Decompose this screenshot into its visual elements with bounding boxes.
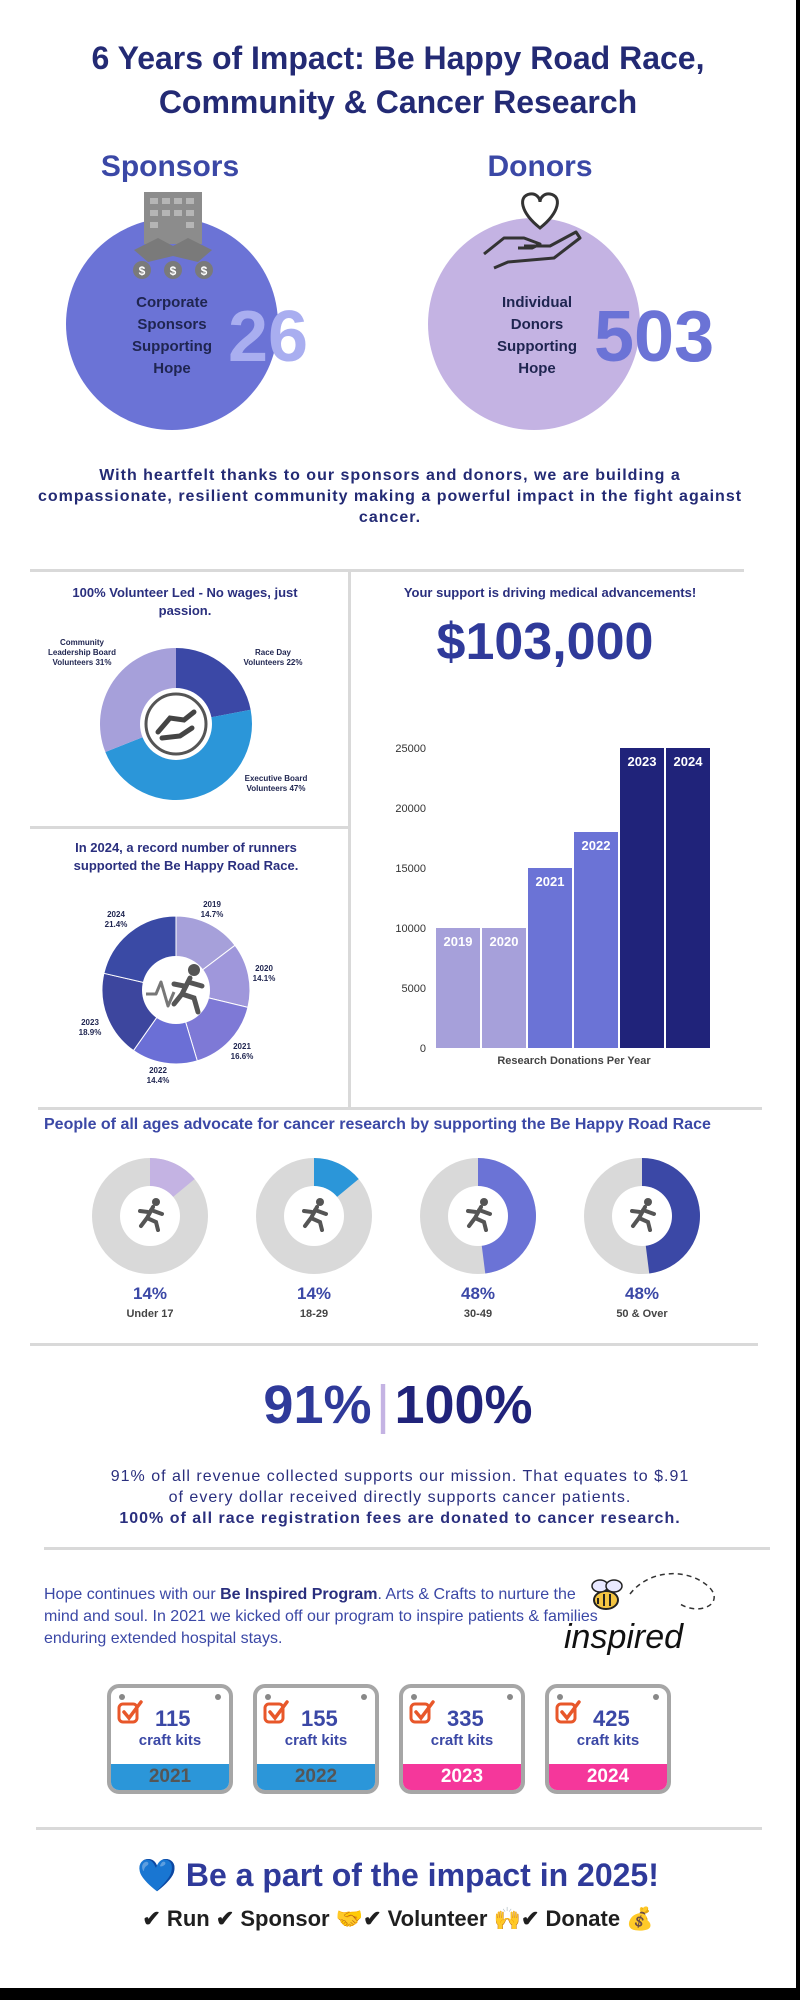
sponsors-text-line: Hope [153,360,191,377]
donors-heading: Donors [487,150,593,183]
donors-count: 503 [594,297,715,377]
runners-title: In 2024, a record number of runners supported the Be Happy Road Race. [73,840,299,873]
divider [30,1343,758,1346]
pin-icon [215,1694,221,1700]
label-line: Race Day [254,648,292,657]
ages-title: People of all ages advocate for cancer research by supporting the Be Happy Road Race [44,1116,711,1133]
label-line: Community [60,638,104,647]
donors-text-line: Supporting [497,338,577,355]
label-line: Executive Board [244,774,308,783]
divider [38,1107,762,1110]
donors-text-line: Individual [501,294,572,311]
age-donut-chart [418,1156,538,1276]
volunteer-donut-chart [96,644,256,804]
blue-heart-icon: 💙 [137,1857,177,1893]
y-tick-label: 15000 [395,863,426,875]
age-percent: 48% [624,1284,660,1303]
age-percent: 14% [132,1284,168,1303]
bar [528,868,572,1048]
age-group-label: 30-49 [463,1308,493,1320]
inspired-text-pre: Hope continues with our [44,1586,221,1603]
research-title: Your support is driving medical advancements! [403,585,697,600]
divider [44,1547,770,1550]
inspired-logo [560,1568,720,1664]
label-pct: 21.4% [104,920,128,929]
runner-year-label [192,900,232,920]
svg-text:$: $ [169,264,177,278]
inspired-program-name: Be Inspired Program [220,1586,378,1603]
title-line-2: Community & Cancer Research [158,84,638,120]
age-donut-chart [90,1156,210,1276]
kit-count: 335 [447,1706,484,1731]
x-axis-label: Research Donations Per Year [497,1055,651,1067]
volunteer-label-executive [236,774,316,794]
age-donut-chart [582,1156,702,1276]
sponsors-heading: Sponsors [100,150,240,183]
label-pct: 14.7% [200,910,224,919]
label-pct: 18.9% [78,1028,102,1037]
bar [666,748,710,1048]
age-group-label: Under 17 [126,1308,174,1320]
runner-year-label [96,910,136,930]
label-pct: 14.4% [146,1076,170,1085]
runner-year-label [138,1066,178,1086]
volunteer-label-community [42,638,122,668]
label-year: 2022 [149,1066,167,1075]
svg-text:$: $ [138,264,146,278]
checkbox-check-icon [117,1700,143,1726]
sponsors-text [110,292,234,380]
pin-icon [653,1694,659,1700]
kit-label: craft kits [284,1732,348,1749]
divider [348,572,351,1108]
kit-count: 155 [301,1706,338,1731]
page-title [0,36,796,124]
inspired-text-post: . Arts & Crafts to nurture the mind and soul. In 2021 we kicked off our program to inspire patients & families enduring extended hospital stays. [44,1586,598,1647]
building-handshake-icon [128,190,218,282]
volunteer-label-raceday [238,648,308,668]
craft-kit-card [253,1684,379,1794]
craft-kit-card [399,1684,525,1794]
bar-category-label: 2021 [535,874,565,889]
inspired-text [44,1584,604,1650]
kit-year: 2023 [403,1764,521,1790]
bar-category-label: 2024 [673,754,703,769]
label-year: 2024 [107,910,125,919]
donors-text-line: Hope [518,360,556,377]
age-percent: 48% [460,1284,496,1303]
sponsors-text-line: Supporting [132,338,212,355]
kit-count: 115 [155,1706,191,1731]
kit-label: craft kits [138,1732,202,1749]
sponsors-text-line: Corporate [136,294,208,311]
revenue-stats [0,1374,796,1436]
checkbox-check-icon [263,1700,289,1726]
age-percent: 14% [296,1284,332,1303]
bar [620,748,664,1048]
bar-category-label: 2023 [627,754,657,769]
research-total: $103,000 [436,613,654,671]
kit-year: 2024 [549,1764,667,1790]
bar [574,832,618,1048]
revenue-separator: | [375,1375,390,1435]
pin-icon [361,1694,367,1700]
title-line-1: 6 Years of Impact: Be Happy Road Race, [91,40,705,76]
inspired-logo-text: inspired [564,1618,684,1656]
research-bar-chart [380,736,740,1068]
label-line: Volunteers 31% [52,658,112,667]
age-donut-chart [254,1156,374,1276]
revenue-line-3: 100% of all race registration fees are donated to cancer research. [119,1510,681,1527]
label-line: Volunteers 47% [246,784,306,793]
y-tick-label: 5000 [401,983,426,995]
divider [30,569,744,572]
divider [36,1827,762,1830]
label-year: 2021 [233,1042,251,1051]
bar-category-label: 2019 [443,934,473,949]
kit-label: craft kits [430,1732,494,1749]
sponsors-count: 26 [228,297,309,377]
volunteer-title: 100% Volunteer Led - No wages, just passion. [72,585,298,618]
runner-year-label [222,1042,262,1062]
thanks-message: With heartfelt thanks to our sponsors and donors, we are building a compassionate, resilient community making a powerful impact in the fight against cancer. [37,467,743,526]
label-year: 2019 [203,900,221,909]
svg-text:$: $ [200,264,208,278]
checkbox-check-icon [409,1700,435,1726]
divider [30,826,348,829]
label-pct: 16.6% [230,1052,254,1061]
craft-kit-card [107,1684,233,1794]
pin-icon [507,1694,513,1700]
label-pct: 14.1% [252,974,276,983]
craft-kit-card [545,1684,671,1794]
cta-actions: ✔ Run ✔ Sponsor 🤝✔ Volunteer 🙌✔ Donate 💰 [142,1906,654,1931]
age-group-label: 18-29 [299,1308,329,1320]
kit-label: craft kits [576,1732,640,1749]
bar-category-label: 2022 [581,838,611,853]
donors-text [475,292,599,380]
label-year: 2023 [81,1018,99,1027]
label-year: 2020 [255,964,273,973]
heart-hand-icon [480,188,584,270]
revenue-percent: 91% [263,1375,372,1435]
y-tick-label: 0 [419,1043,426,1055]
y-tick-label: 25000 [395,743,426,755]
sponsors-text-line: Sponsors [137,316,207,333]
revenue-line-1: 91% of all revenue collected supports our mission. That equates to $.91 [110,1468,690,1485]
revenue-line-2: of every dollar received directly supports cancer patients. [168,1489,632,1506]
age-group-label: 50 & Over [616,1308,668,1320]
runner-year-label [244,964,284,984]
y-tick-label: 10000 [395,923,426,935]
kit-year: 2022 [257,1764,375,1790]
label-line: Leadership Board [47,648,116,657]
registration-percent: 100% [394,1375,533,1435]
donors-text-line: Donors [510,316,564,333]
checkbox-check-icon [555,1700,581,1726]
bar-category-label: 2020 [489,934,519,949]
kit-year: 2021 [111,1764,229,1790]
call-to-action [0,1856,796,1894]
y-tick-label: 20000 [395,803,426,815]
kit-count: 425 [593,1706,630,1731]
runner-year-label [70,1018,110,1038]
label-line: Volunteers 22% [243,658,303,667]
cta-text: Be a part of the impact in 2025! [185,1857,659,1893]
